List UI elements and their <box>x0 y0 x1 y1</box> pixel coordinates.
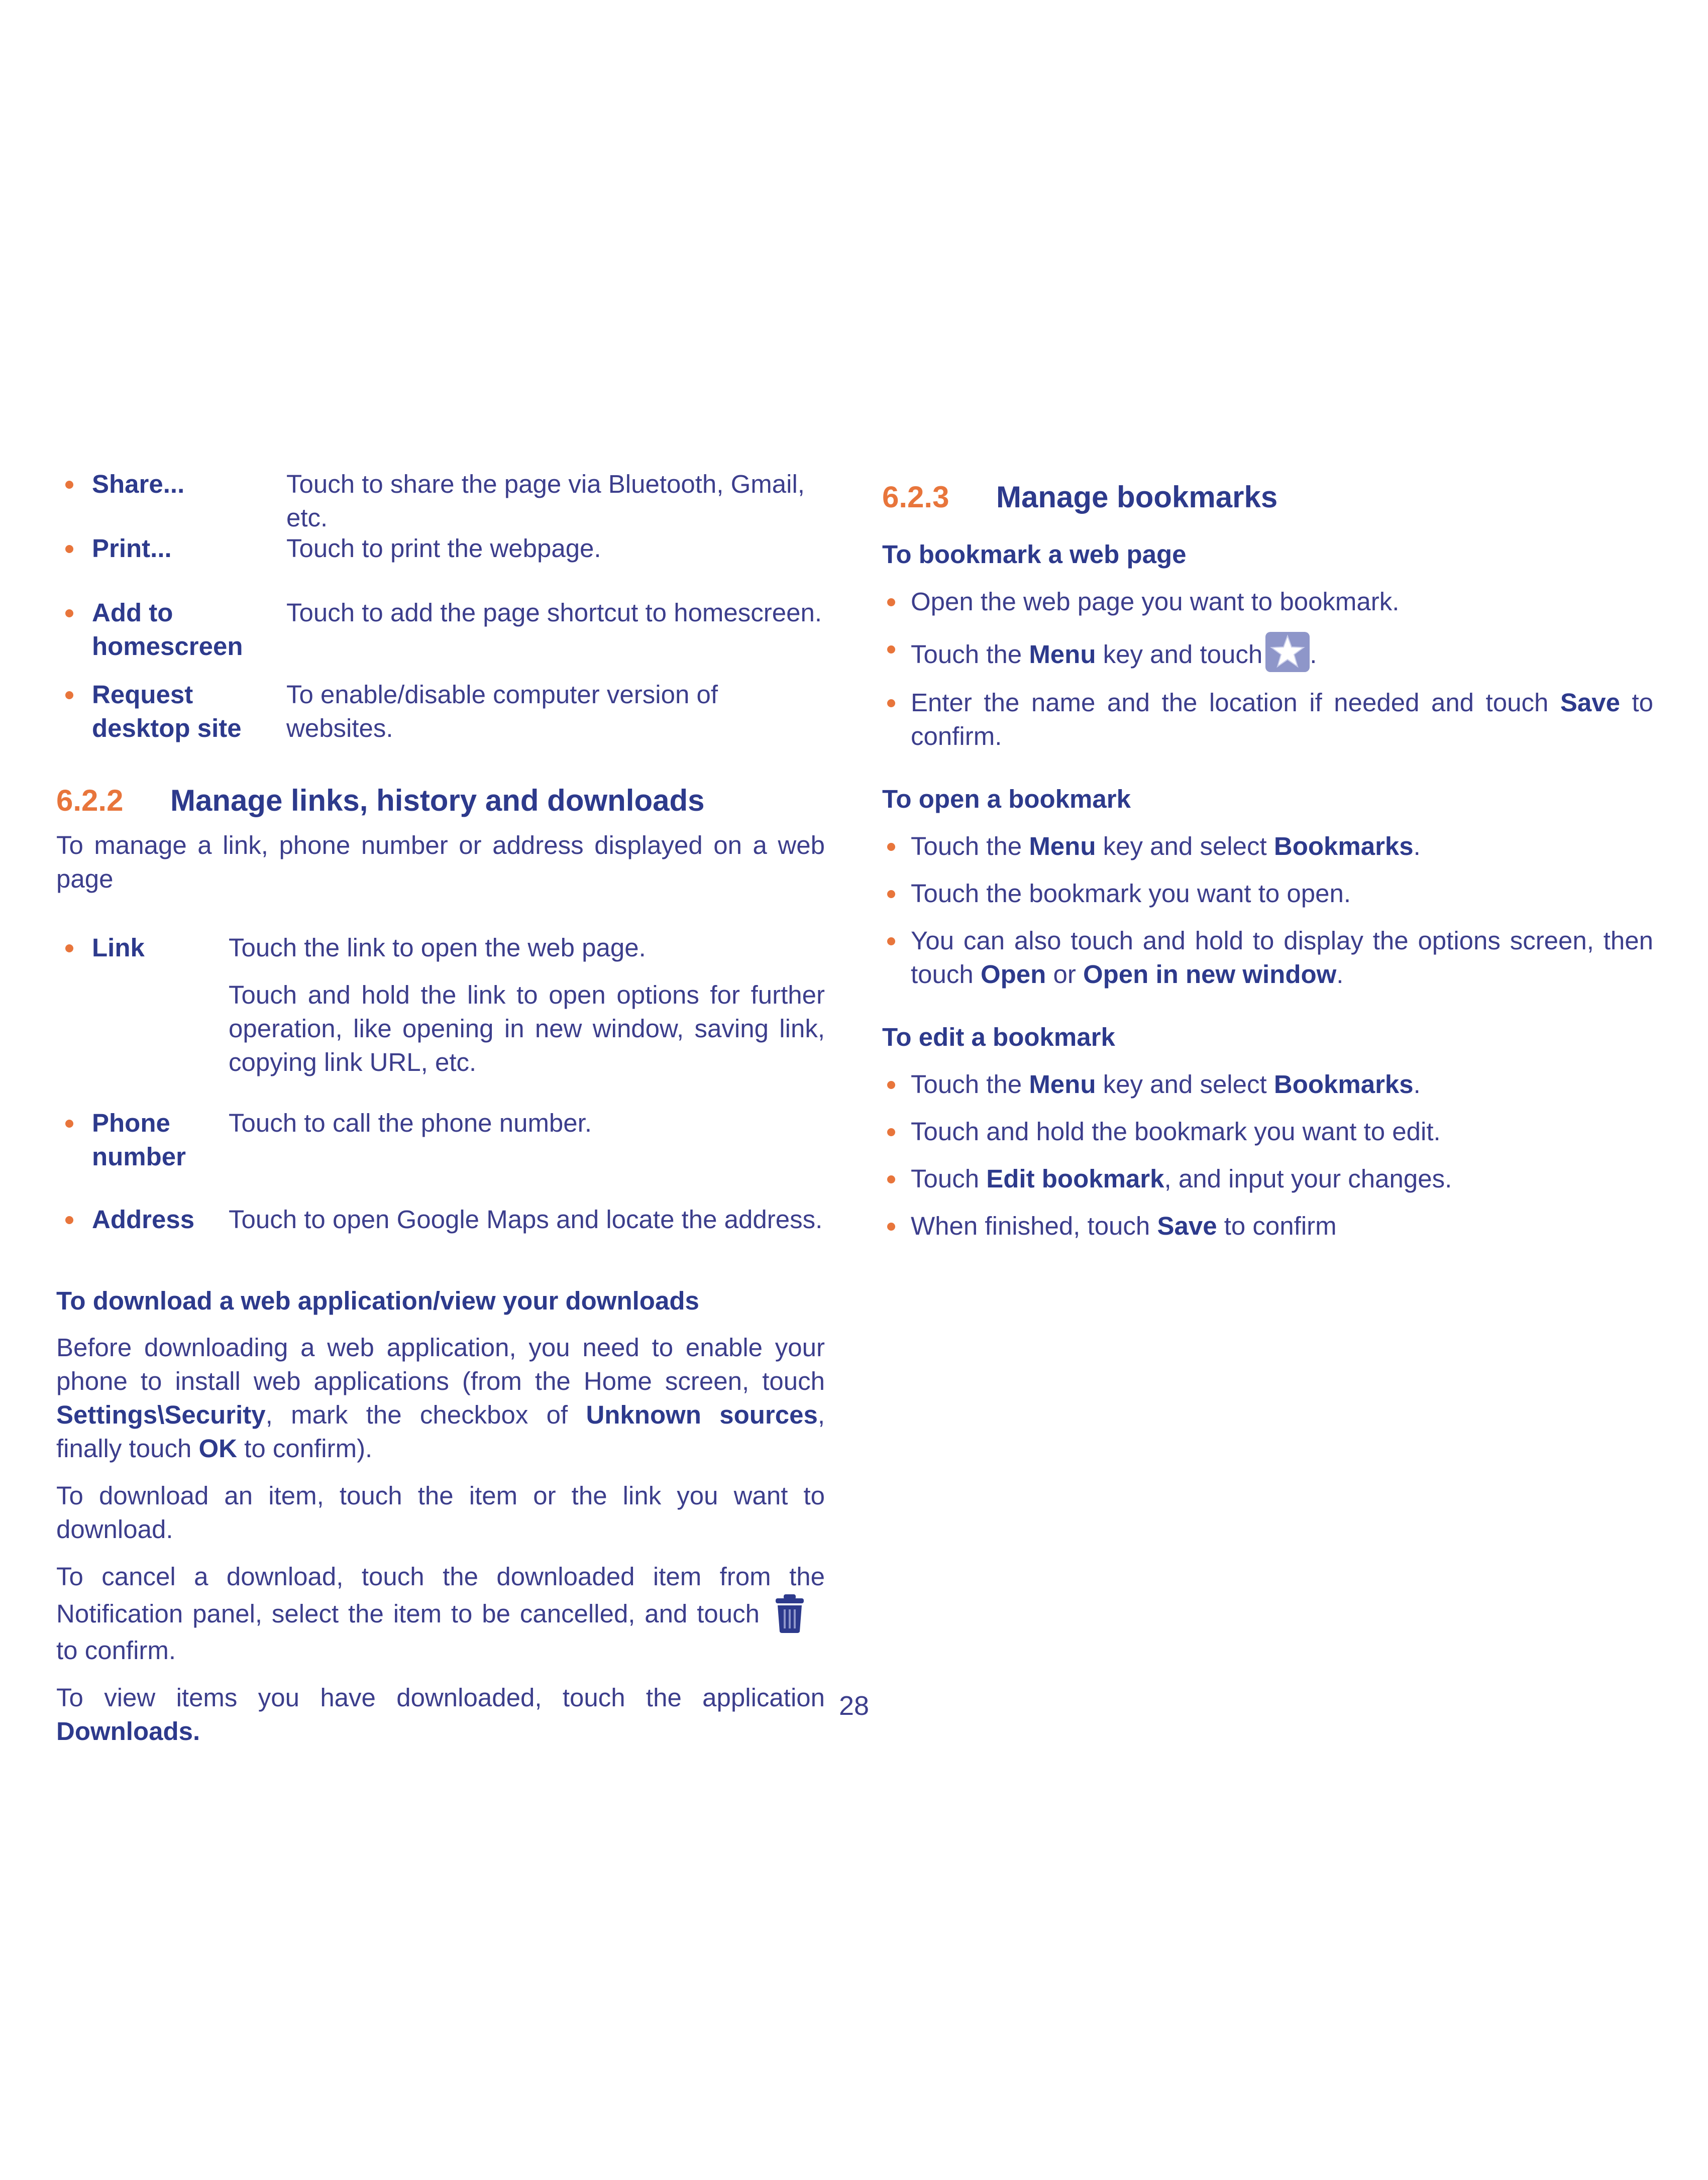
menu-item-request-desktop-site <box>56 678 825 745</box>
open-bookmark-heading: To open a bookmark <box>882 785 1131 813</box>
left-column <box>56 467 825 1748</box>
menu-item-term: Add to homescreen <box>92 598 243 661</box>
bookmark-step-1: Open the web page you want to bookmark. <box>882 585 1653 618</box>
link-desc-more: Touch and hold the link to open options for further operation, like opening in new window, saving link, copying link URL, etc. <box>229 980 825 1076</box>
address-item <box>56 1203 825 1236</box>
link-item <box>56 931 825 964</box>
open-step-2: Touch the bookmark you want to open. <box>882 877 1653 910</box>
bookmark-step-2: Touch the Menu key and touch . <box>882 632 1653 672</box>
download-paragraph-4: To view items you have downloaded, touch the application Downloads. <box>56 1683 825 1746</box>
open-step-3: You can also touch and hold to display the options screen, then touch Open or Open in new window. <box>882 924 1653 991</box>
page-number: 28 <box>839 1691 870 1721</box>
menu-item-desc: Touch to print the webpage. <box>286 534 601 563</box>
menu-item-term: Request desktop site <box>92 680 242 742</box>
download-heading: To download a web application/view your downloads <box>56 1286 699 1315</box>
download-paragraph-2: To download an item, touch the item or the link you want to download. <box>56 1481 825 1544</box>
section-heading-6-2-2 <box>56 783 825 818</box>
address-desc: Touch to open Google Maps and locate the address. <box>229 1205 823 1234</box>
download-paragraph-1: Before downloading a web application, you need to enable your phone to install web applications (from the Home screen, touch Settings\Security, mark the checkbox of Unknown sources, finally touch OK to confirm). <box>56 1333 825 1463</box>
menu-item-add-to-homescreen <box>56 596 825 663</box>
phone-number-item <box>56 1106 825 1173</box>
download-paragraph-3: To cancel a download, touch the downloaded item from the Notification panel, select the item to be cancelled, and touchto confirm. <box>56 1562 825 1665</box>
phone-term: Phone number <box>92 1109 186 1171</box>
phone-desc: Touch to call the phone number. <box>229 1109 592 1137</box>
edit-step-4: When finished, touch Save to confirm <box>882 1209 1653 1243</box>
menu-item-term: Print... <box>92 534 172 563</box>
menu-item-desc: Touch to add the page shortcut to homescreen. <box>286 598 822 627</box>
menu-item-desc: Touch to share the page via Bluetooth, Gmail, etc. <box>286 470 805 532</box>
right-column <box>882 480 1653 1243</box>
bookmark-star-icon <box>1265 632 1310 672</box>
section-intro: To manage a link, phone number or address displayed on a web page <box>56 831 825 893</box>
section-number: 6.2.3 <box>882 480 949 514</box>
address-term: Address <box>92 1205 195 1234</box>
section-number: 6.2.2 <box>56 784 124 817</box>
menu-item-print <box>56 531 825 565</box>
bookmark-heading: To bookmark a web page <box>882 540 1187 569</box>
edit-bookmark-heading: To edit a bookmark <box>882 1023 1115 1051</box>
edit-step-1: Touch the Menu key and select Bookmarks. <box>882 1067 1653 1101</box>
section-title: Manage links, history and downloads <box>170 784 705 817</box>
trash-icon <box>774 1593 806 1633</box>
edit-step-3: Touch Edit bookmark, and input your changes. <box>882 1162 1653 1195</box>
section-title: Manage bookmarks <box>996 480 1278 514</box>
open-step-1: Touch the Menu key and select Bookmarks. <box>882 829 1653 863</box>
menu-item-desc: To enable/disable computer version of websites. <box>286 680 718 742</box>
link-term: Link <box>92 933 145 962</box>
edit-step-2: Touch and hold the bookmark you want to edit. <box>882 1115 1653 1148</box>
section-heading-6-2-3 <box>882 480 1653 515</box>
menu-item-share <box>56 467 825 532</box>
menu-item-term: Share... <box>92 470 185 498</box>
bookmark-step-3: Enter the name and the location if needed and touch Save to confirm. <box>882 686 1653 753</box>
link-desc: Touch the link to open the web page. <box>229 933 646 962</box>
